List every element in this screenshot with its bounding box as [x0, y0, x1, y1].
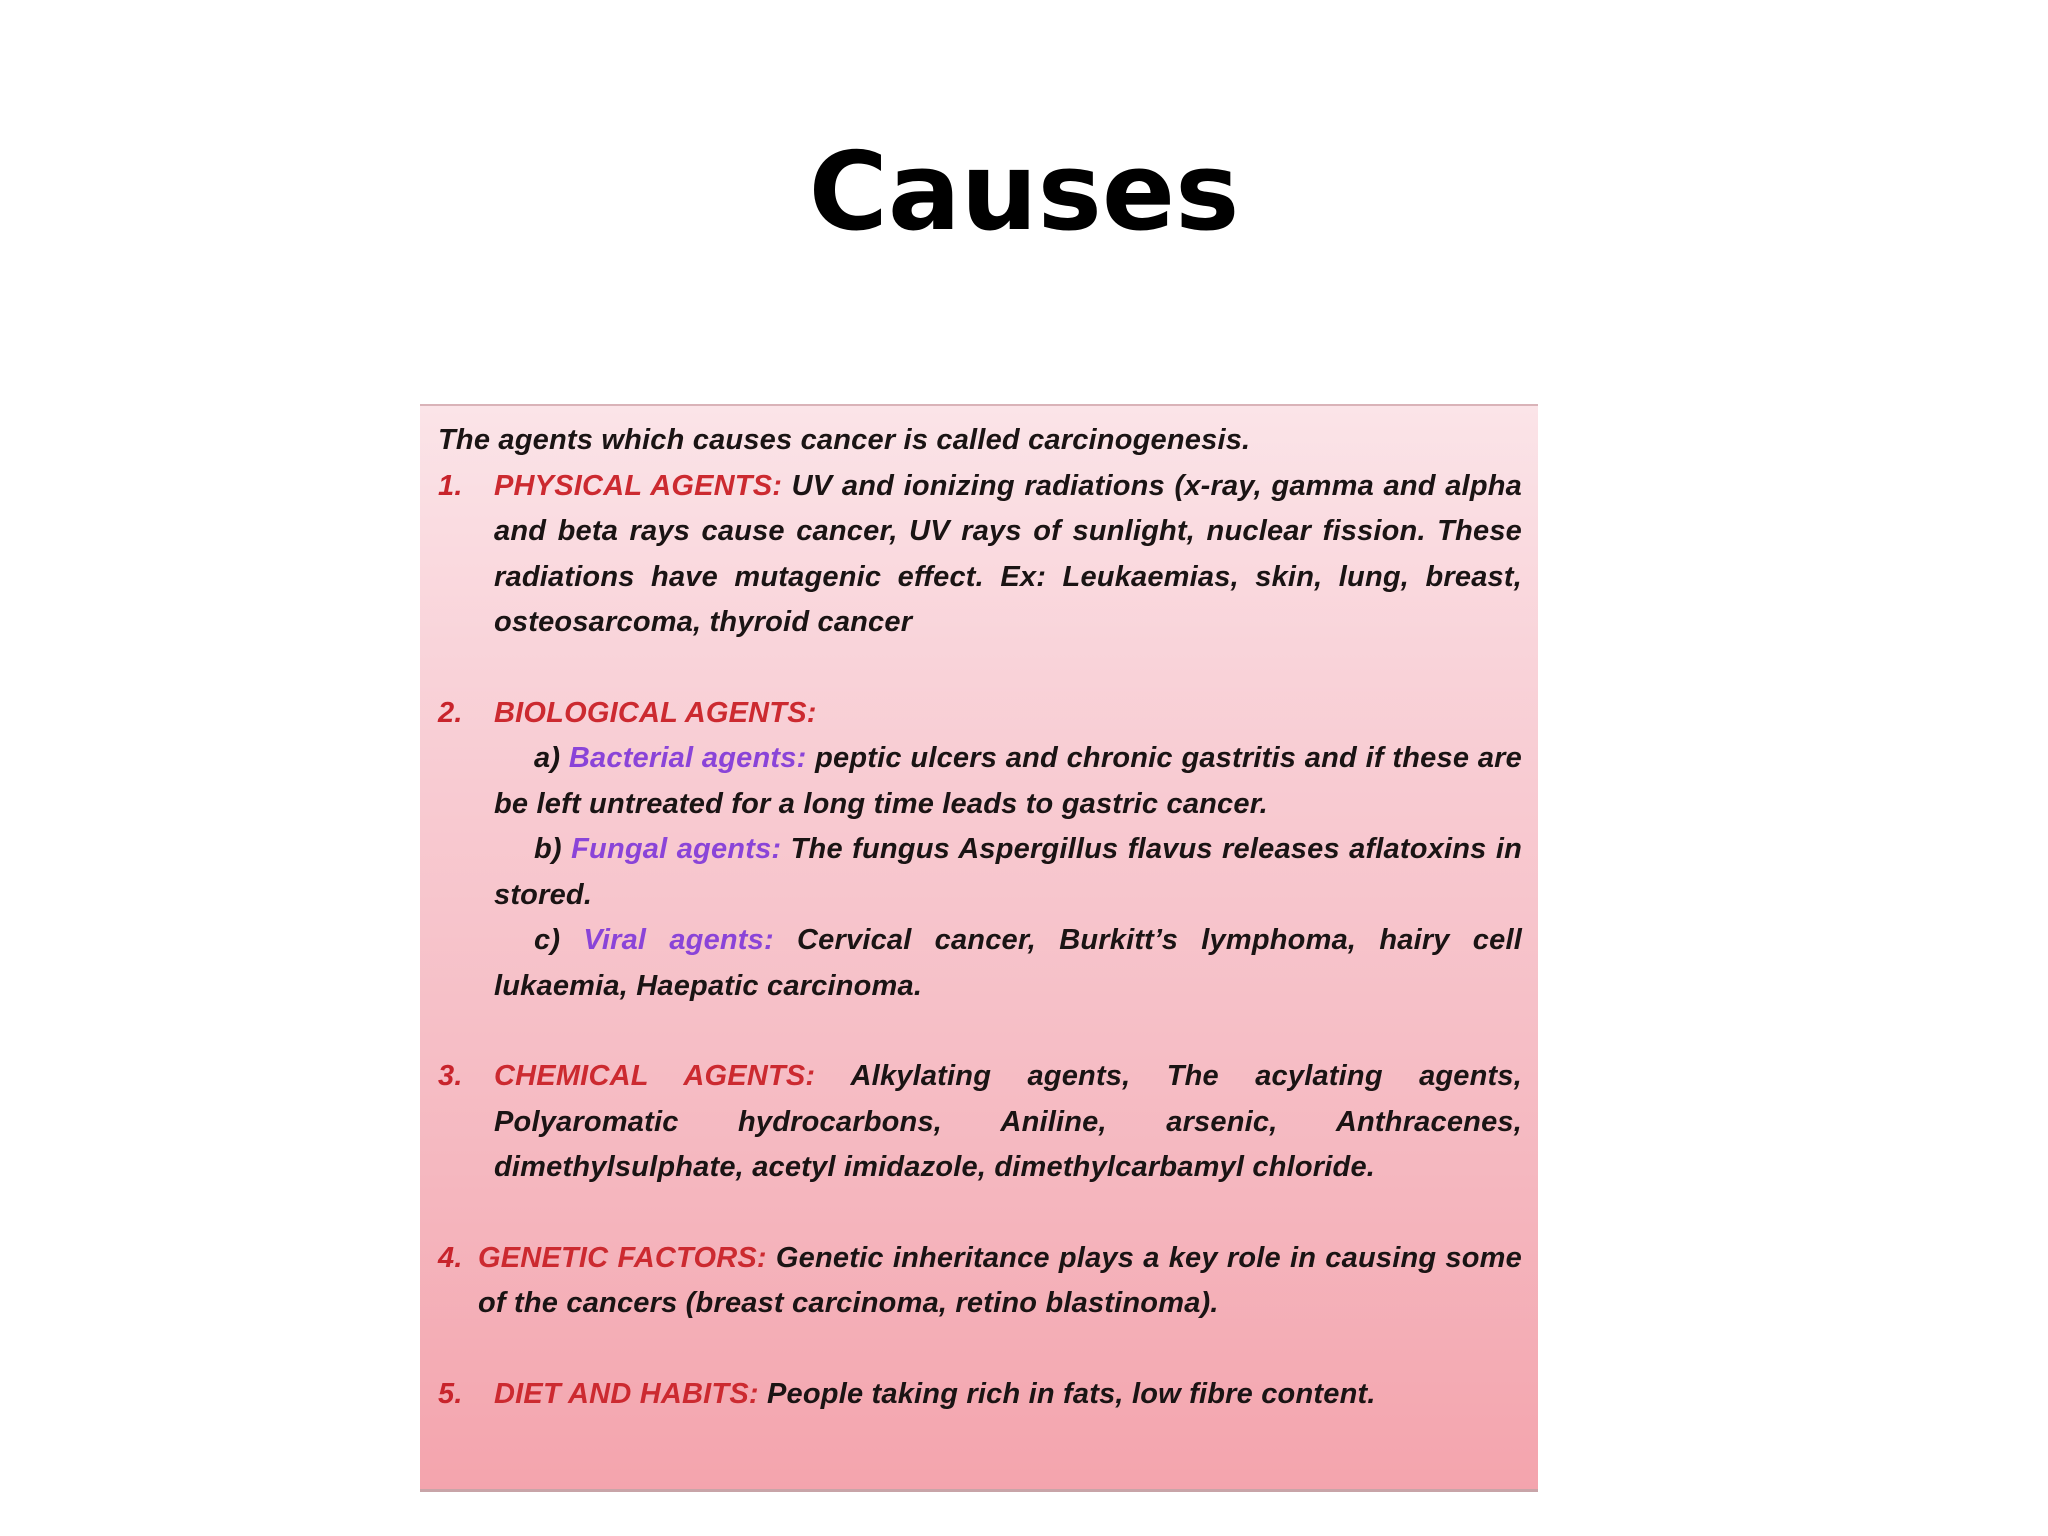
- sub-item-label: a): [534, 742, 561, 774]
- sub-item-label: c): [534, 924, 561, 956]
- list-item-genetic-factors: [438, 1236, 1522, 1327]
- item-number: 5.: [438, 1377, 463, 1410]
- slide-title: Causes: [808, 130, 1240, 255]
- sub-item-viral-agents: [494, 918, 1522, 1009]
- item-number: 4.: [438, 1241, 463, 1274]
- sub-item-heading: Viral agents:: [583, 924, 774, 956]
- causes-content-image: [420, 404, 1538, 1492]
- sub-item-text: peptic ulcers and chronic gastritis and if these are be left untreated for a long time leads to gastric cancer.: [494, 742, 1522, 820]
- sub-item-fungal-agents: [494, 827, 1522, 918]
- item-number: 1.: [438, 469, 463, 502]
- intro-text: The agents which causes cancer is called carcinogenesis.: [438, 424, 1251, 456]
- sub-item-heading: Fungal agents:: [571, 833, 782, 865]
- item-heading: CHEMICAL AGENTS:: [494, 1060, 816, 1092]
- list-item-biological-agents: [438, 691, 1522, 737]
- item-heading: BIOLOGICAL AGENTS:: [494, 696, 817, 729]
- item-number: 3.: [438, 1060, 463, 1092]
- sub-item-bacterial-agents: [494, 736, 1522, 827]
- item-text: Alkylating agents, The acylating agents, Polyaromatic hydrocarbons, Aniline, arsenic, Anthracenes, dimethylsulphate, acetyl imidazole, dimethylcarbamyl chloride.: [494, 1060, 1522, 1183]
- sub-item-label: b): [534, 833, 562, 865]
- sub-item-text: The fungus Aspergillus flavus releases aflatoxins in stored.: [494, 833, 1523, 911]
- list-item-diet-and-habits: [438, 1372, 1522, 1418]
- list-item-physical-agents: [438, 464, 1522, 646]
- sub-item-heading: Bacterial agents:: [568, 742, 807, 774]
- item-heading: PHYSICAL AGENTS:: [494, 469, 783, 502]
- sub-item-text: Cervical cancer, Burkitt’s lymphoma, hairy cell lukaemia, Haepatic carcinoma.: [494, 924, 1522, 1002]
- list-item-chemical-agents: [438, 1054, 1522, 1191]
- item-number: 2.: [438, 696, 463, 729]
- item-text: Genetic inheritance plays a key role in causing some of the cancers (breast carcinoma, retino blastinoma).: [478, 1241, 1522, 1319]
- item-text: UV and ionizing radiations (x-ray, gamma and alpha and beta rays cause cancer, UV rays of sunlight, nuclear fission. These radiations have mutagenic effect. Ex: Leukaemias, skin, lung, breast, osteosarcoma, thyroid cancer: [494, 469, 1522, 638]
- item-text: People taking rich in fats, low fibre content.: [758, 1377, 1376, 1410]
- item-heading: GENETIC FACTORS:: [478, 1241, 767, 1274]
- item-heading: DIET AND HABITS:: [494, 1377, 759, 1410]
